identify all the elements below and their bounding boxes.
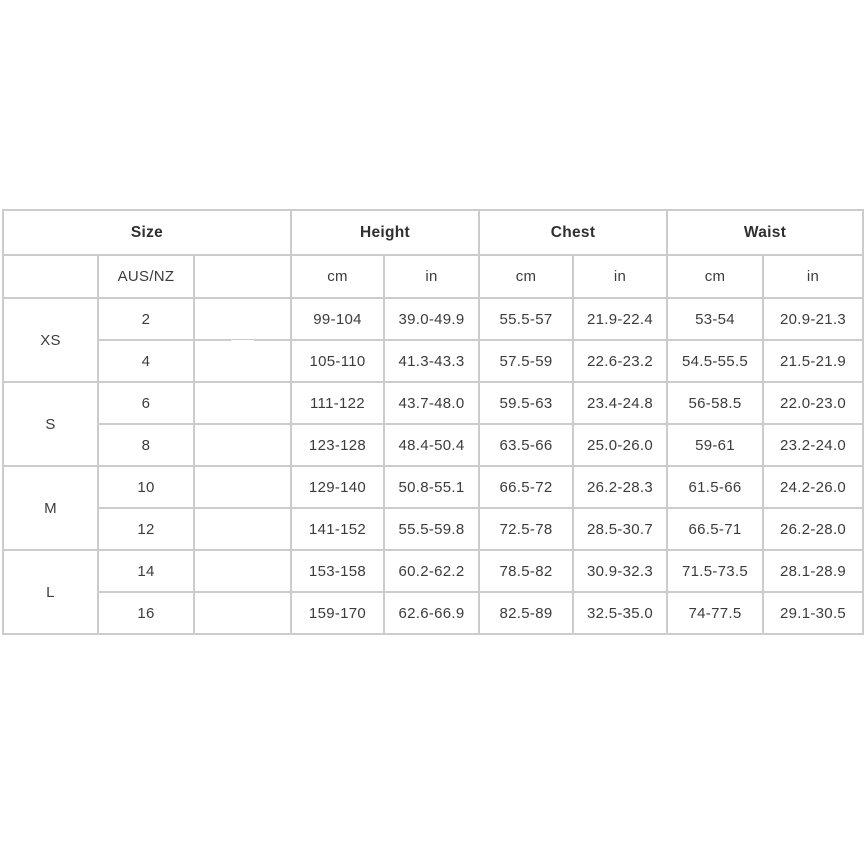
erased-border-gap	[231, 472, 254, 477]
size-group-m: M	[3, 466, 98, 550]
size-group-s: S	[3, 382, 98, 466]
unit-height-cm: cm	[291, 255, 384, 298]
cell-aus-nz: 14	[98, 550, 194, 592]
cell-chest-in: 30.9-32.3	[573, 550, 667, 592]
empty-column-cell	[194, 550, 291, 592]
cell-height-cm: 141-152	[291, 508, 384, 550]
cell-aus-nz: 4	[98, 340, 194, 382]
cell-chest-cm: 59.5-63	[479, 382, 573, 424]
table-row	[3, 550, 863, 592]
cell-waist-in: 20.9-21.3	[763, 298, 863, 340]
table-row	[3, 592, 863, 634]
cell-height-cm: 153-158	[291, 550, 384, 592]
cell-height-in: 48.4-50.4	[384, 424, 479, 466]
cell-waist-in: 26.2-28.0	[763, 508, 863, 550]
table-row	[3, 382, 863, 424]
cell-waist-cm: 59-61	[667, 424, 763, 466]
cell-chest-cm: 55.5-57	[479, 298, 573, 340]
cell-chest-in: 26.2-28.3	[573, 466, 667, 508]
cell-height-cm: 159-170	[291, 592, 384, 634]
cell-waist-cm: 74-77.5	[667, 592, 763, 634]
cell-chest-cm: 82.5-89	[479, 592, 573, 634]
cell-chest-cm: 78.5-82	[479, 550, 573, 592]
empty-column-cell	[194, 592, 291, 634]
header-row-groups	[3, 210, 863, 255]
unit-waist-in: in	[763, 255, 863, 298]
empty-column-cell	[194, 340, 291, 382]
table-row	[3, 340, 863, 382]
erased-border-gap	[231, 516, 254, 521]
cell-waist-in: 28.1-28.9	[763, 550, 863, 592]
cell-chest-in: 28.5-30.7	[573, 508, 667, 550]
cell-aus-nz: 6	[98, 382, 194, 424]
cell-chest-cm: 63.5-66	[479, 424, 573, 466]
cell-height-in: 50.8-55.1	[384, 466, 479, 508]
cell-aus-nz: 8	[98, 424, 194, 466]
erased-border-gap	[231, 604, 254, 609]
cell-height-cm: 123-128	[291, 424, 384, 466]
cell-waist-cm: 61.5-66	[667, 466, 763, 508]
cell-waist-cm: 53-54	[667, 298, 763, 340]
unit-height-in: in	[384, 255, 479, 298]
cell-waist-cm: 56-58.5	[667, 382, 763, 424]
cell-aus-nz: 16	[98, 592, 194, 634]
header-row-units	[3, 255, 863, 298]
cell-waist-cm: 54.5-55.5	[667, 340, 763, 382]
unit-chest-cm: cm	[479, 255, 573, 298]
size-chart-table	[2, 209, 864, 635]
size-group-l: L	[3, 550, 98, 634]
cell-aus-nz: 2	[98, 298, 194, 340]
cell-waist-cm: 66.5-71	[667, 508, 763, 550]
empty-column-cell	[194, 508, 291, 550]
cell-height-cm: 129-140	[291, 466, 384, 508]
header-height: Height	[291, 210, 479, 255]
erased-border-gap	[231, 428, 254, 433]
table-row	[3, 298, 863, 340]
erased-border-gap	[231, 340, 254, 345]
cell-height-cm: 99-104	[291, 298, 384, 340]
empty-column-cell	[194, 298, 291, 340]
erased-border-gap	[231, 384, 254, 389]
erased-border-gap	[231, 560, 254, 565]
subheader-empty-column	[194, 255, 291, 298]
table-row	[3, 424, 863, 466]
cell-height-in: 60.2-62.2	[384, 550, 479, 592]
cell-height-in: 62.6-66.9	[384, 592, 479, 634]
cell-chest-cm: 57.5-59	[479, 340, 573, 382]
cell-height-in: 41.3-43.3	[384, 340, 479, 382]
cell-height-cm: 105-110	[291, 340, 384, 382]
cell-waist-in: 21.5-21.9	[763, 340, 863, 382]
cell-waist-in: 22.0-23.0	[763, 382, 863, 424]
cell-chest-cm: 66.5-72	[479, 466, 573, 508]
cell-height-in: 55.5-59.8	[384, 508, 479, 550]
unit-waist-cm: cm	[667, 255, 763, 298]
cell-height-in: 43.7-48.0	[384, 382, 479, 424]
subheader-size-blank	[3, 255, 98, 298]
subheader-aus-nz: AUS/NZ	[98, 255, 194, 298]
header-size: Size	[3, 210, 291, 255]
cell-height-in: 39.0-49.9	[384, 298, 479, 340]
cell-chest-in: 32.5-35.0	[573, 592, 667, 634]
header-waist: Waist	[667, 210, 863, 255]
cell-chest-cm: 72.5-78	[479, 508, 573, 550]
cell-aus-nz: 10	[98, 466, 194, 508]
cell-chest-in: 21.9-22.4	[573, 298, 667, 340]
cell-chest-in: 23.4-24.8	[573, 382, 667, 424]
cell-chest-in: 22.6-23.2	[573, 340, 667, 382]
table-row	[3, 466, 863, 508]
cell-aus-nz: 12	[98, 508, 194, 550]
header-chest: Chest	[479, 210, 667, 255]
size-group-xs: XS	[3, 298, 98, 382]
cell-waist-in: 23.2-24.0	[763, 424, 863, 466]
cell-chest-in: 25.0-26.0	[573, 424, 667, 466]
unit-chest-in: in	[573, 255, 667, 298]
table-row	[3, 508, 863, 550]
cell-waist-cm: 71.5-73.5	[667, 550, 763, 592]
cell-waist-in: 24.2-26.0	[763, 466, 863, 508]
cell-height-cm: 111-122	[291, 382, 384, 424]
cell-waist-in: 29.1-30.5	[763, 592, 863, 634]
